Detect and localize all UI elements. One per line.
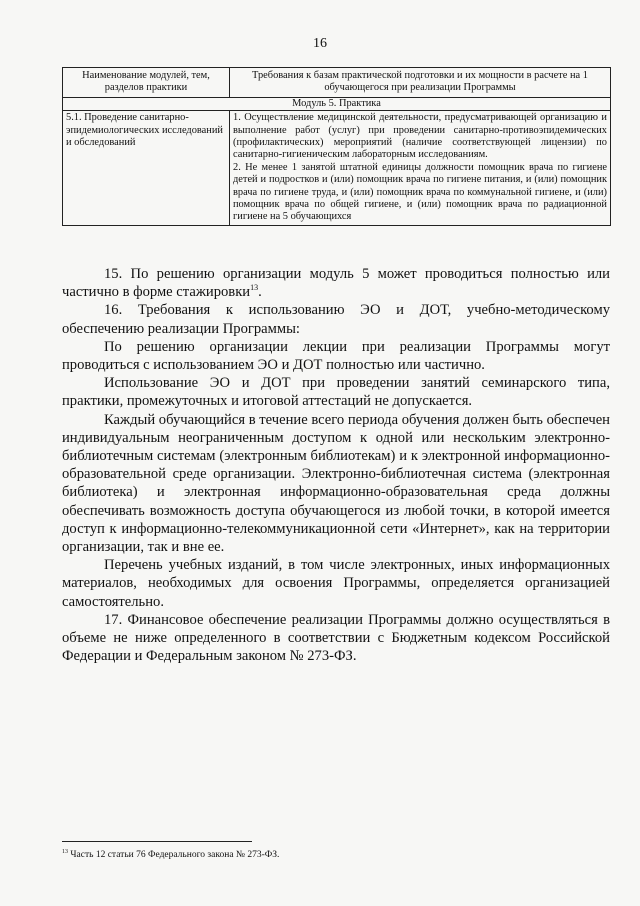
footnote-divider [62,841,252,842]
table-header-row [63,68,611,98]
practice-base-requirements-table [62,67,611,226]
practice-section-name: 5.1. Проведение санитарно-эпидемиологических исследований и обследований [63,111,230,226]
table-module-row [63,97,611,110]
table-row [63,111,611,226]
module-title: Модуль 5. Практика [63,97,611,110]
paragraph-16: 16. Требования к использованию ЭО и ДОТ, учебно-методическому обеспечению реализации Программы: [62,302,610,337]
paragraph-15-text: 15. По решению организации модуль 5 может проводиться полностью или частично в форме стажировки [62,266,610,301]
requirement-item-1: 1. Осуществление медицинской деятельности, предусматривающей организацию и выполнение работ (услуг) при проведении санитарно-противоэпидемических (профилактических) мероприятий (наличие соответствующей лицензии) по санитарно-гигиеническим лабораторным исследованиям. [233,112,607,161]
document-body [62,265,610,665]
footnote-reference: 13 [250,283,259,293]
paragraph-16-restrictions: Использование ЭО и ДОТ при проведении занятий семинарского типа, практики, промежуточных и итоговой аттестаций не допускается. [62,375,610,410]
footnote [62,849,279,860]
paragraph-16-access: Каждый обучающийся в течение всего периода обучения должен быть обеспечен индивидуальным неограниченным доступом к одной или нескольким электронно-библиотечным системам (электронным библиотекам) и к электронной информационно-образовательной среде организации. Электронно-библиотечная система (электронная библиотека) и электронная информационно-образовательная среда должны обеспечивать возможность доступа обучающегося из любой точки, в которой имеется доступ к информационно-телекоммуникационной сети «Интернет», как на территории организации, так и вне ее. [62,411,610,556]
paragraph-16-materials: Перечень учебных изданий, в том числе электронных, иных информационных материалов, необходимых для освоения Программы, определяется организацией самостоятельно. [62,557,610,610]
page-number: 16 [313,36,327,51]
requirement-item-2: 2. Не менее 1 занятой штатной единицы должности помощник врача по гигиене детей и подростков и (или) помощник врача по гигиене питания, и (или) помощник врача по гигиене труда, и (или) помощник врача по коммунальной гигиене, и (или) помощник врача по общей гигиене, и (или) помощник врача по радиационной гигиене на 5 обучающихся [233,161,607,223]
paragraph-16-lectures: По решению организации лекции при реализации Программы могут проводиться с использованием ЭО и ДОТ полностью или частично. [62,338,610,374]
footnote-text: Часть 12 статьи 76 Федерального закона № 273-ФЗ. [68,850,280,861]
practice-requirements [230,111,611,226]
paragraph-15-end: . [258,284,262,301]
table-header-modules: Наименование модулей, тем, разделов практики [63,68,230,98]
table-header-requirements: Требования к базам практической подготовки и их мощности в расчете на 1 обучающегося при реализации Программы [230,68,611,98]
footnote-number: 13 [62,849,68,855]
paragraph-15 [62,265,610,301]
paragraph-17: 17. Финансовое обеспечение реализации Программы должно осуществляться в объеме не ниже определенного в соответствии с Бюджетным кодексом Российской Федерации и Федеральным законом № 273-ФЗ. [62,611,610,665]
